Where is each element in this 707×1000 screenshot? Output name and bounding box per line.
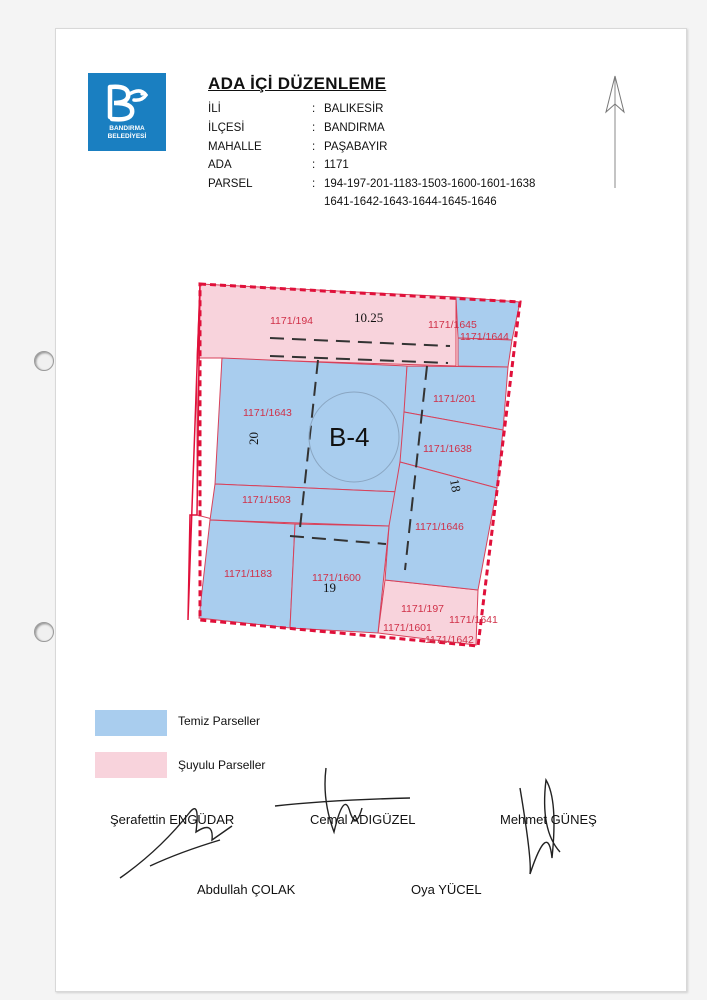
parsel-value-2: 1641-1642-1643-1644-1645-1646 bbox=[324, 196, 497, 208]
parcel-label: 1171/194 bbox=[270, 315, 314, 327]
parsel-label: PARSEL bbox=[208, 178, 253, 190]
il-value: BALIKESİR bbox=[324, 103, 384, 115]
logo-text: BANDIRMA BELEDİYESİ bbox=[107, 125, 147, 140]
ada-value: 1171 bbox=[324, 159, 349, 171]
block-label: B-4 bbox=[329, 422, 370, 452]
legend-label-shared: Şuyulu Parseller bbox=[178, 758, 266, 772]
signatory-5: Oya YÜCEL bbox=[411, 882, 482, 897]
parcel-label: 1171/1643 bbox=[243, 407, 292, 419]
parcel-label: 1171/1503 bbox=[242, 494, 291, 506]
mahalle-value: PAŞABAYIR bbox=[324, 141, 388, 153]
parcel-label: 1171/1183 bbox=[224, 568, 273, 580]
parcel-label: 1171/1601 bbox=[383, 622, 432, 634]
parcel-label: 1171/1646 bbox=[415, 521, 464, 533]
parcel-label: 1171/1644 bbox=[460, 331, 509, 343]
parcel-label: 1171/1645 bbox=[428, 319, 477, 331]
il-label: İLİ bbox=[208, 103, 221, 115]
parsel-value-1: 194-197-201-1183-1503-1600-1601-1638 bbox=[324, 178, 536, 190]
ada-label: ADA bbox=[208, 159, 232, 171]
dimension-bottom: 19 bbox=[323, 580, 336, 595]
ilce-value: BANDIRMA bbox=[324, 122, 385, 134]
parcel-label: 1171/197 bbox=[401, 603, 445, 615]
signatory-2: Cemal ADIGÜZEL bbox=[310, 812, 416, 827]
dimension-left: 20 bbox=[246, 432, 261, 445]
signatory-4: Abdullah ÇOLAK bbox=[197, 882, 296, 897]
parcel-label: 1171/1641 bbox=[449, 614, 498, 626]
dimension-top: 10.25 bbox=[354, 310, 384, 325]
dimension-right: 18 bbox=[447, 477, 465, 494]
parcel-label: 1171/1600 bbox=[312, 572, 361, 584]
parcel-label: 1171/1638 bbox=[423, 443, 472, 455]
mahalle-label: MAHALLE bbox=[208, 141, 262, 153]
signatory-3: Mehmet GÜNEŞ bbox=[500, 812, 597, 827]
signatory-1: Şerafettin ENGÜDAR bbox=[110, 812, 235, 827]
ilce-label: İLÇESİ bbox=[208, 122, 245, 134]
legend-label-clean: Temiz Parseller bbox=[178, 714, 261, 728]
document-title: ADA İÇİ DÜZENLEME bbox=[208, 74, 387, 93]
parcel-label: 1171/1642 bbox=[425, 634, 474, 646]
parcel-label: 1171/201 bbox=[433, 393, 477, 405]
